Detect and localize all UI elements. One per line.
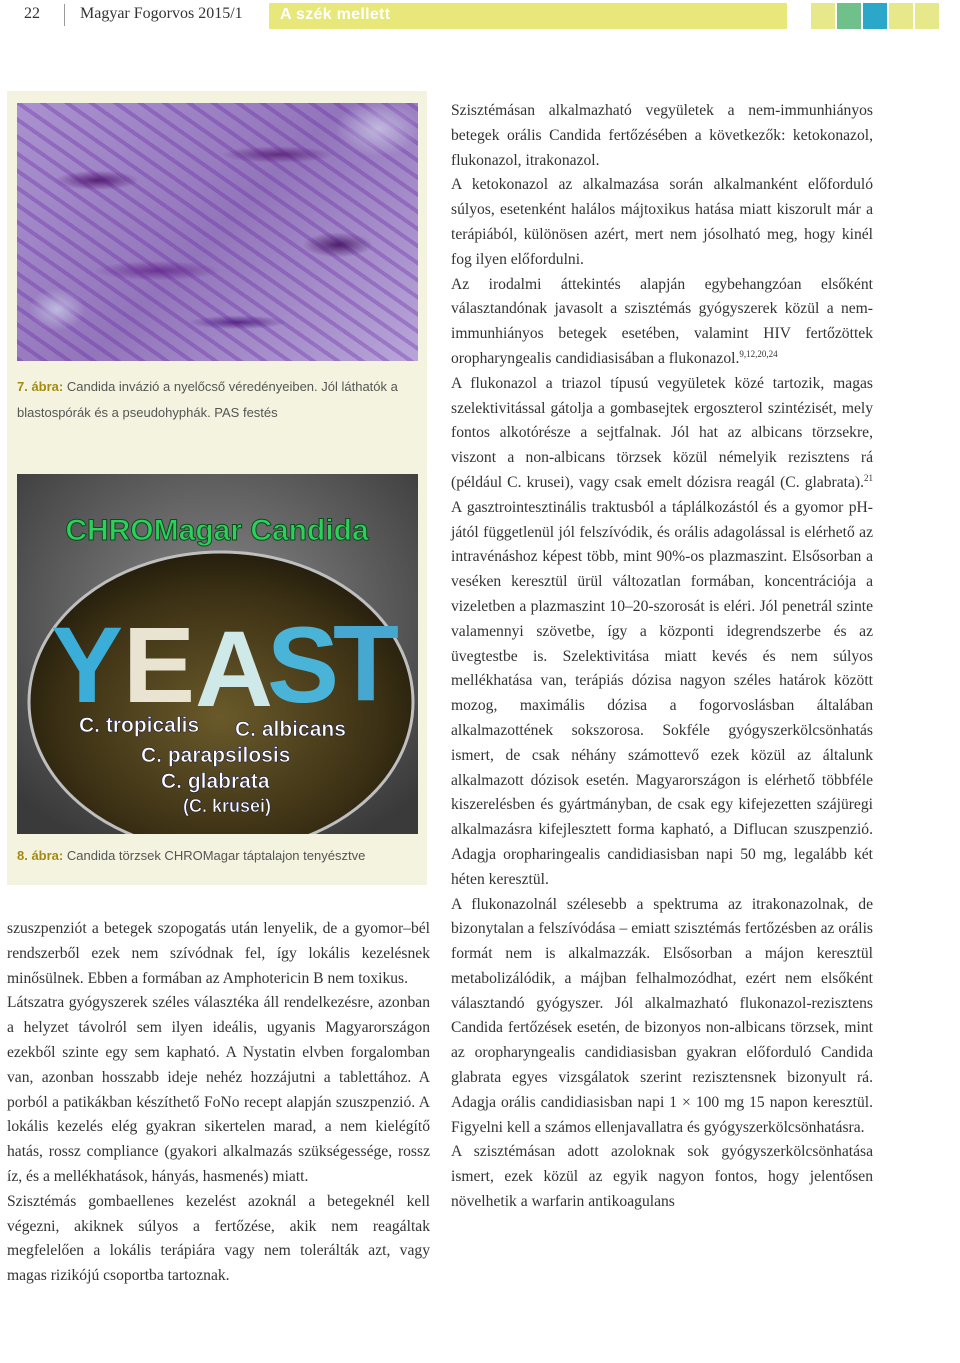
paragraph-text: A flukonazol a triazol típusú vegyületek közé tartozik, magas szelektivitással gátolja a gombasejtek ergoszterol szintézisét, mely fontos alkotórésze a sejtfalnak. Jól hat az albicans törzsekre, viszont a non-albicans törzsek közül némelyik rezisztens rá (például C. krusei), vagy csak emelt dózisra reagál (C. glabrata). [451,374,873,491]
paragraph-text: Az irodalmi áttekintés alapján egybehangzóan elsőként választandónak javasolt a szisztémás gyógyszerek közül a nem-immunhiányos betegek esetében, valamint HIV fertőzöttek oropharyngealis candidiasisában a flukonazol. [451,275,873,367]
right-column [451,99,873,1215]
section-band [269,3,787,29]
page-header [0,0,960,34]
figure-8-label: 8. ábra: [17,848,64,863]
color-block [915,3,939,29]
species-label: C. parapsilosis [141,744,291,767]
header-divider [64,4,65,26]
color-block [811,3,835,29]
figure-8-caption [17,845,417,867]
species-label: C. glabrata [161,770,270,793]
figure-8-text: Candida törzsek CHROMagar táptalajon tenyésztve [66,848,366,863]
plate-title: CHROMagar Candida [65,514,369,547]
paragraph: szuszpenziót a betegek szopogatás után lenyelik, de a gyomor–bél rendszerből ezek nem szívódnak fel, így lokális kezelésnek minősülnek. Ebben a formában az Amphotericin B nem toxikus. [7,920,430,987]
section-title: A szék mellett [280,6,391,23]
yeast-letter: A [195,608,273,729]
citation: 21 [864,472,873,483]
paragraph [451,372,873,893]
figure-7-text: Candida invázió a nyelőcső véredényeiben. Jól láthatók a blastospórák és a pseudohyphák. PAS festés [17,379,398,420]
figure-7-caption [17,374,417,426]
histology-image [17,103,418,361]
species-label: C. albicans [235,718,346,741]
page-number: 22 [24,5,40,22]
yeast-letter: Y [51,604,124,725]
color-blocks [811,3,941,29]
paragraph [451,273,873,372]
agar-plate-image [17,474,418,834]
journal-title: Magyar Fogorvos 2015/1 [80,5,243,22]
color-block [837,3,861,29]
figure-7-label: 7. ábra: [17,379,64,394]
paragraph: A flukonazolnál szélesebb a spektruma az itrakonazolnak, de bizonytalan a felszívódása – emiatt szisztémás fertőzésben az orális formát nem is alkalmazzák. Elsősorban a májon keresztül metabolizálódik, a májban felhalmozódhat, ezért nem elsőként választandó gyógyszer. Jól alkalmazható flukonazol-rezisztens Candida fertőzések esetén, de bizonyos non-albicans törzsek, mint az oropharyngealis candidiasisban gyakran előforduló Candida glabrata egyes vizsgálatok szerint rezisztensnek bizonyult rá. Adagja orális candidiasisban napi 1 × 100 mg 15 napon keresztül. Figyelni kell a számos ellenjavallatra és gyógyszerkölcsönhatásra. [451,895,873,1136]
species-label: C. tropicalis [79,714,200,737]
paragraph: Szisztémás gombaellenes kezelést azoknál a betegeknél kell végezni, akiknek súlyos a fertőzése, akik nem reagáltak megfelelően a lokális terápiára vagy nem tolerálták azt, vagy magas rizikójú csoportba tartoznak. [7,1192,430,1285]
color-block [863,3,887,29]
paragraph: Látszatra gyógyszerek széles választéka áll rendelkezésre, azonban a helyzet távolról sem ilyen ideális, ugyanis Magyarországon ezekből szinte egy sem kapható. A Nystatin elvben forgalomban van, azonban hosszabb ideje nehéz hozzájutni a tablettához. A porból a patikákban készíthető FoNo recept alapján szuszpenzió. A lokális kezelés elég gyakran sikertelen marad, a nem kielégítő hatás, rossz compliance (gyakori alkalmazás szükségessége, rossz íz, és a mellékhatások, hányás, hasmenés) miatt. [7,994,430,1185]
citation: 9,12,20,24 [739,348,778,359]
paragraph: A szisztémásan adott azoloknak sok gyógyszerkölcsönhatása ismert, ezek közül az egyik nagyon fontos, hogy jelentősen növelhetik a warfarin antikoagulans [451,1143,873,1211]
left-column [7,917,430,1289]
figure-panel [7,91,427,885]
color-block [889,3,913,29]
paragraph: A ketokonazol az alkalmazása során alkalmanként előforduló súlyos, esetenként halálos májtoxikus hatása miatt kiszorult már a terápiából, különösen azért, mert nem jósolható meg, hogy kinél fog ilyen előfordulni. [451,176,873,268]
yeast-letter: E [123,604,196,725]
paragraph: Szisztémásan alkalmazható vegyületek a nem-immunhiányos betegek orális Candida fertőzésében a következők: ketokonazol, flukonazol, itrakonazol. [451,102,873,169]
yeast-letter: T [333,602,399,723]
species-label: (C. krusei) [183,796,272,816]
yeast-letter: S [267,604,340,725]
agar-plate-svg [17,474,418,834]
paragraph-text: A gasztrointesztinális traktusból a táplálkozástól és a gyomor pH-jától függetlenül jól felszívódik, és orális adagolással is elérhető az intravénáshoz képest több, mint 90%-os plazmaszint. Elsősorban a veséken keresztül ürül változatlan formában, koncentrációja a vizeletben a plazmaszint 10–20-szorosát is eléri. Jól penetrál szinte valamennyi szövetbe, így a központi idegrendszerbe és az üvegtestbe is. Szelektivitása miatt kevés és nem súlyos mellékhatása van, terápiás dózisa nagyon széles határok között mozog, maximális dózisa a fogorvoslásban általában alkalmazottének sokszorosa. Sokféle gyógyszerkölcsönhatás ismert, de csak néhány számottevő ezek közül az általunk alkalmazott dózisok esetén. Magyarországon is elérhető többféle kiszerelésben és gyártmányban, de csak egy kifejezetten szájüregi alkalmazásra kifejlesztett forma kapható, a Diflucan szuszpenzió. Adagja oropharingealis candidiasisban napi 50 mg, legalább két héten keresztül. [451,498,873,888]
